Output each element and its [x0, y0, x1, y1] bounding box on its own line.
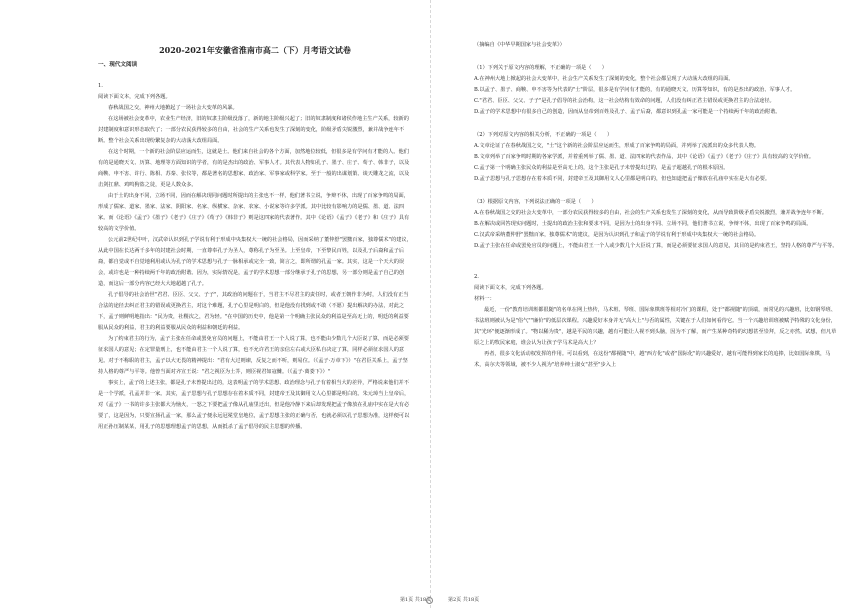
page-footer-right: 第2页 共18页: [448, 597, 480, 603]
right-page: [430, 0, 860, 608]
passage-paragraph: 事实上，孟子的上述主张，都是孔子未曾提出过的，这表明孟子的学术思想、政治理念与孔子有着相当大的差异，严格说来他们并不是一个学派，孔孟并非一家。其实，孟子思想与孔子思想存在着本质不同，封建帝王及其御用文人心里都是明白的。朱元璋当上皇帝后，对《孟子》一书的许多主张都大为恼火，一怒之下要把孟子像从孔庙里迁出，但是他冷静下来后却发现把孟子像放在孔庙中实在是大有必要了，这是因为，只要宣扬孔孟一家，那么孟子便永远冠冕堂皇地位，孟子思想主张的正确与否，也就必须以孔子思想为准，这样便可以用正孙压制某某，用孔子的思想理想孟子的思想，从而抵杀了孟子倡导的民主思想的传播。: [98, 380, 410, 430]
answer-option: C."君君、臣臣、父父、子子"是孔子倡导的社会治构，这一社会结构有效命的问题，人们没有纠正君主错误或更换君主的合法途径。: [474, 98, 775, 104]
answer-option: D.孟子主张在任命或罢免官员的问题上，不能由君王一个人或少数几个大臣说了算，而是必须要征求国人的意见，其目的是约束君王，坚持人格的尊严与平等。: [474, 243, 838, 249]
passage-paragraph: 在这个时期，一个新的社会阶层应运而生，这就是士。他们来自社会的各个方面，加然地位较低，但很多是有学问有才能的人。他们有的是通晓天文、历算、地理等方面知识的学者，有的是杰出的政治、军事人才。其代表人物如孔子、墨子、庄子、荀子、韩非子，以及商鞅、申不害、许行、陈相、苏秦、张仪等，都是著名的思想家、政治家、军事家或科学家。至于一般的出谋划策、谈天雕龙之流，以及击剑扛鼎、鸡鸣狗盗之徒，更是人数众多。: [98, 149, 410, 188]
passage-paragraph: 为了约束君主的行为，孟子主张在任命或罢免官员的问题上，不能由君王一个人说了算，也不能由少数几个大臣说了算，而是必须要征求国人的意见；在定罪量刑上，也不能由君主一个人说了算，也不允许君王的亲信左右或大臣私自决定了算，同样必须征求国人的意见。对于不称职的君主，孟子以大无畏的精神提出："君有大过则谏，反复之而不听，则易位。（《孟子·万章下》）"在君臣关系上，孟子坚持人格的尊严与平等。他曾当面对齐宣王说："君之视臣为土芥，则臣视君如寇雠。（《孟子·离娄下》）": [98, 336, 409, 375]
document-title: 2020-2021年安徽省淮南市高二（下）月考语文试卷: [159, 45, 351, 55]
question-stem: （3）根据原文内容，下列说法正确的一项是（ ）: [474, 199, 597, 205]
question-number: 1.: [98, 83, 103, 89]
answer-option: A.在春秋战国之交的社会大变革中，一部分农民获得较多的自由，社会的生产关系也发生了深刻的变化，从而导致阶级矛盾尖锐激烈，兼并战争连年不断。: [474, 210, 827, 216]
question-number: 2.: [474, 274, 479, 280]
page-footer-left: 第1页 共18页: [400, 597, 432, 603]
answer-option: B.在解决或回答现实问题时，士提出的政治主张和要求不同，是因为士的出身不同、立场不同，他们著书立说，争辩不休，出现了百家争鸣的局面。: [474, 221, 812, 227]
passage-paragraph: 孔子倡导的社会治世"君君、臣臣、父父、子子"，其政治的问题在于，当君主不尽君主的责任时，或者王朝作非为时，人们没有正当合法的途径去纠正君主的错误或更换君主，对这个难题，孔子心里是明白的，但是他没有找到或不敢（不愿）提出解决的办法，对此之下，孟子则鲜明地指出："民为贵，社稷次之，君为轻。"在中国的历史中，他是第一个明确主张民众的利益是至高无上的，明廷的利益要服从民众的利益，君主的利益要服从民众的利益和朝廷的利益。: [98, 292, 409, 331]
answer-option: C.汉武帝采纳董仲舒"罢黜百家，独尊儒术"的建议，是因为认识到孔子和孟子的学说有利于形成中央集权大一统的社会格局。: [474, 232, 760, 238]
source-citation: （摘编自《中华早期国家与社会变革》）: [474, 42, 565, 48]
material-label: 材料一：: [474, 296, 495, 302]
passage-paragraph: 在这场被社会变革中，农业生产经济，旧的奴隶主阶级没落了，新的地主阶级兴起了；旧的奴隶制度和诸侯作地主生产关系，较新的封建制度和意识形态取代了；一部分农民获得较多的自由，社会的生产关系也发生了深刻的变化，阶级矛盾尖锐激烈，兼并战争连年不断。整个社会关系出现纷繁复杂的大动荡大改组局面。: [98, 116, 409, 144]
question-stem: （1）下列关于原文内容的理解，不正确的一项是（ ）: [474, 65, 607, 71]
answer-option: B.文章列举了百家争鸣时期的各家学派，并着重列举了儒、墨、道、法四家的代表作品，其中《论语》《孟子》《老子》《庄子》具有较高的文学价值。: [474, 154, 815, 160]
answer-option: A.在神州大地上掀起的社会大变革中，社会生产关系发生了深刻的变化，整个社会都呈现了大动荡大改组的局面。: [474, 76, 734, 82]
material-paragraph: 再者，很多文化活动权发挥的作用。可以看到，在这份"都视随"中，越"西方化"或者"国际化"的兴趣爱好，越有可能得到家长的追捧，比如国际象棋，马术，高尔夫等领域，被不少人视为"培养绅士淑女"甚至"步入上: [474, 351, 831, 368]
passage-paragraph: 由于士的出身不同，立场不同，因而在解决现同问题时所提出的主张也不一样，他们著书立说，争辩不休，出现了百家争鸣的局面，形成了儒家、道家、墨家、法家、阴阳家、名家、纵横家、杂家、农家、小说家等许多学派。其中比较有影响力的是儒、墨、道、法四家。而《论语》《孟子》《墨子》《老子》《庄子》《荀子》《韩非子》则是这四家的代表著作。其中《论语》《孟子》《老子》和《庄子》具有较高的文学价值。: [98, 193, 410, 232]
question-stem: （2）下列对原文内容的相关分析，不正确的一项是（ ）: [474, 132, 613, 138]
answer-option: D.孟子思想与孔子思想存在着本质不同，封建帝王及其御用文人心里都是明白的，但也知道把孟子像放在孔庙中实在是大有必要。: [474, 176, 771, 182]
passage-paragraph: 春秋战国之交，神州大地掀起了一场社会大变革的风暴。: [108, 105, 238, 111]
page-separator-circle-icon: [426, 597, 433, 604]
answer-option: D.孟子的学术思想中有很多自己的创造，因而从皇帝到百姓及孔子、孟子后裔，都意识到孔孟一家可能是一个持续两千年的政治附谐。: [474, 109, 781, 115]
question-instruction: 阅读下面文本，完成下列各题。: [474, 285, 547, 291]
answer-option: B.以孟子、墨子、商鞅、申不害等为代表的"士"阶层，很多是有学问有才能的，有的通晓天文、历算等知识，有的是杰出的政治、军事人才。: [474, 87, 796, 93]
material-paragraph: 最近，一份"教育培训班都很随"的名单在网上热传，马术班、琴班、国际象棋班等相对冷门的课程，处于"都视随"的顶端，而常见的兴趣班，比如钢琴班、书法班则被认为是"俗气""廉价"的低层次课程。兴趣爱好本身并无"高大上"与否的属性，关键在于人们如何看待它。当一个兴趣培训班被赋予特殊的文化身份，其"光环"便逐渐形成了。"物以稀为贵"，越是平民的兴趣，越有可能让人视不到头脑，因为不了解，而产生某种奇特的幻想甚至崇拜，反之亦然。试想，但凡草原之上的牧民家庭，谁会认为让孩子学马术是高大上？: [474, 307, 837, 346]
question-instruction: 阅读下面文本，完成下列各题。: [98, 94, 171, 100]
answer-option: A.文章论证了在春秋战国之交，"士"这个新的社会阶层应运而生，形成了百家争鸣的局面，并列举了流派出的众多代表人物。: [474, 143, 760, 149]
passage-paragraph: 公元前2世纪中叶，汉武帝认识到孔子学说有利于形成中央集权大一统的社会格局，因而采纳了董仲舒"罢黜百家，独尊儒术"的建议，从此中国在长达两千多年的封建社会时期，一直尊奉孔子为圣人，尊称孔子为至圣。上至皇帝，下至黎民百姓，以及孔子后裔和孟子后裔，都自觉或不自觉地利用或认为孔子的学术思想与孔子一脉相承或完全一致，简言之，即所谓的孔孟一家。其实，这是一个天大的误会，或许也是一种持续两千年的政治附谐。因为，实际情况是，孟子的学术思想一部分继承于孔子的思想，另一部分则是孟子自己的创造，而这后一部分内容已经大大地超越了孔子。: [98, 237, 412, 287]
answer-option: C.孟子第一个明确主张民众的利益是至高无上的，这个主张是孔子未曾提出过的，是孟子超越孔子的根本原因。: [474, 165, 729, 171]
section-heading: 一、现代文阅读: [98, 62, 138, 68]
